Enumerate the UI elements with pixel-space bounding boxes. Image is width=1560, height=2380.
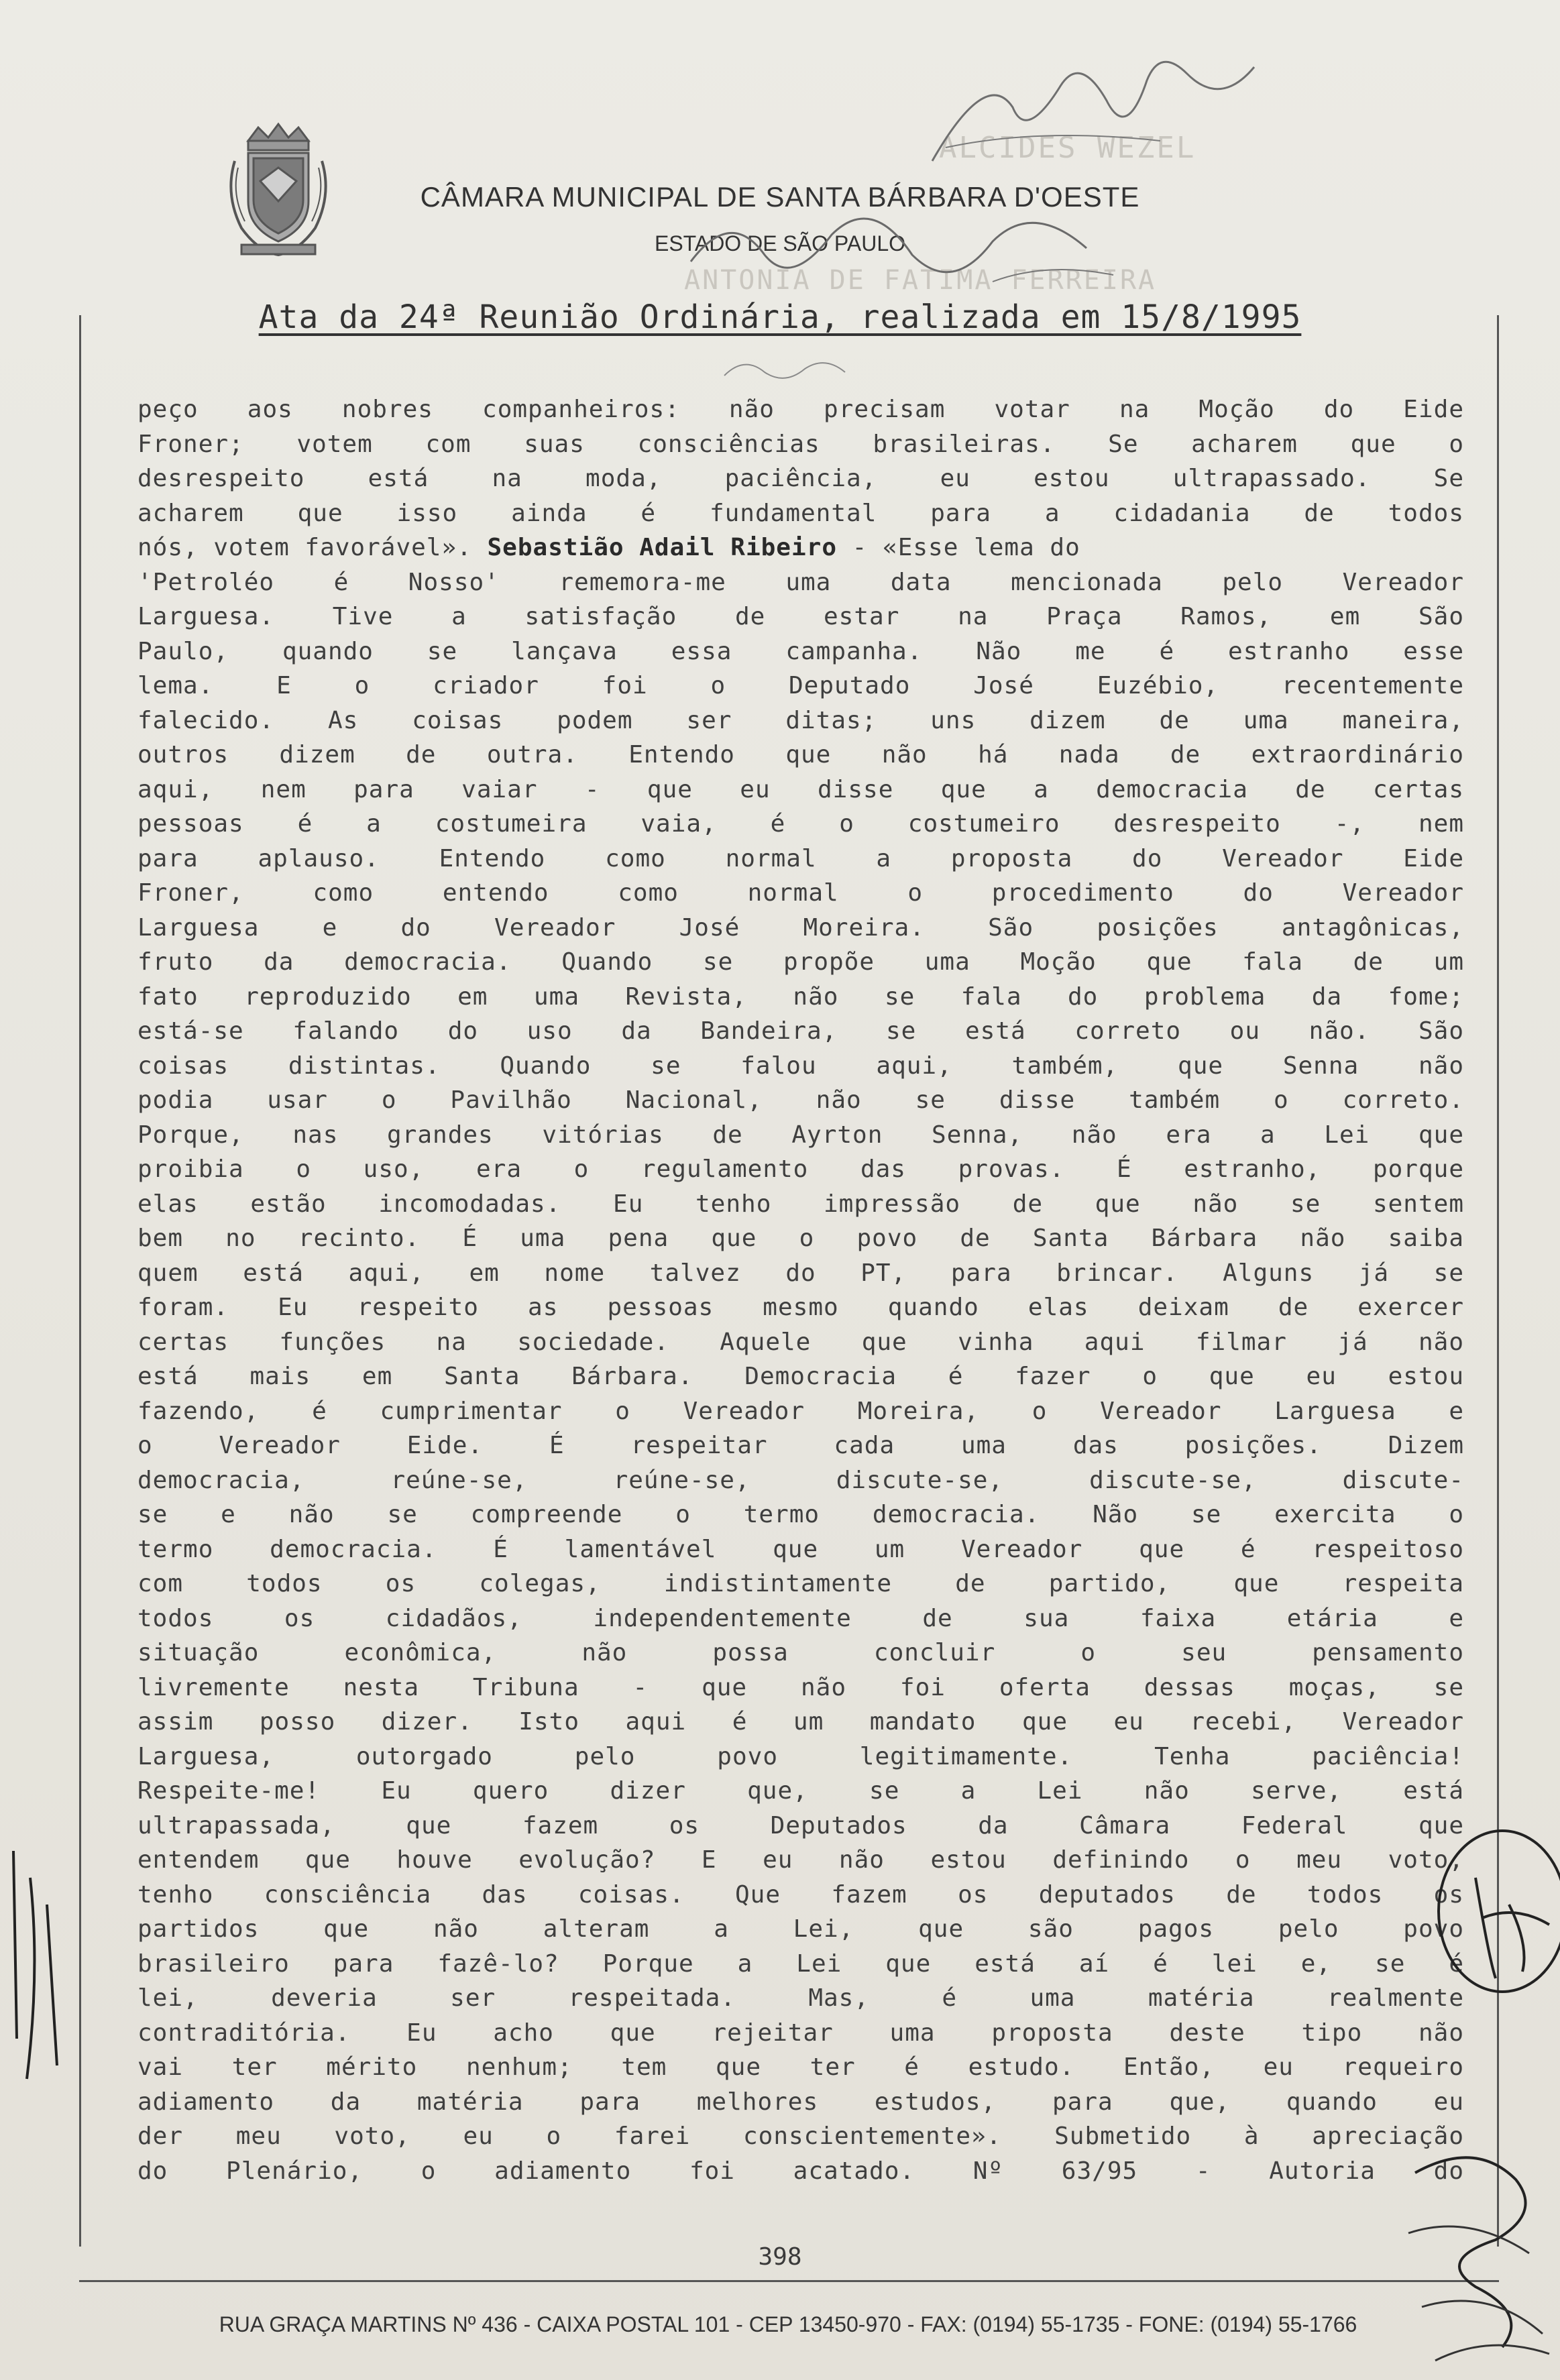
body-line: Froner; votem com suas consciências brasileiras. Se acharem que o (137, 430, 1464, 458)
body-line: falecido. As coisas podem ser ditas; uns dizem de uma maneira, (137, 706, 1464, 734)
body-line: Larguesa e do Vereador José Moreira. São posições antagônicas, (137, 913, 1464, 942)
body-line: certas funções na sociedade. Aquele que vinha aqui filmar já não (137, 1328, 1464, 1356)
body-line: democracia, reúne-se, reúne-se, discute-se, discute-se, discute- (137, 1466, 1464, 1494)
body-line: do Plenário, o adiamento foi acatado. Nº 63/95 - Autoria do (137, 2157, 1464, 2185)
body-line: 'Petroléo é Nosso' rememora-me uma data mencionada pelo Vereador (137, 568, 1464, 596)
body-line: partidos que não alteram a Lei, que são pagos pelo povo (137, 1915, 1464, 1943)
signature-initials-icon (718, 349, 852, 389)
body-line: fazendo, é cumprimentar o Vereador Moreira, o Vereador Larguesa e (137, 1397, 1464, 1425)
body-line: foram. Eu respeito as pessoas mesmo quando elas deixam de exercer (137, 1294, 1464, 1321)
body-line: brasileiro para fazê-lo? Porque a Lei que está aí é lei e, se é (137, 1949, 1464, 1978)
body-line: elas estão incomodadas. Eu tenho impressão de que não se sentem (137, 1190, 1464, 1218)
body-line: para aplauso. Entendo como normal a proposta do Vereador Eide (137, 844, 1464, 872)
body-line: adiamento da matéria para melhores estudos, para que, quando eu (137, 2088, 1464, 2116)
body-line: aqui, nem para vaiar - que eu disse que a democracia de certas (137, 775, 1464, 803)
body-line: vai ter mérito nenhum; tem que ter é estudo. Então, eu requeiro (137, 2053, 1464, 2081)
body-line: está-se falando do uso da Bandeira, se está correto ou não. São (137, 1017, 1464, 1045)
body-line: quem está aqui, em nome talvez do PT, para brincar. Alguns já se (137, 1259, 1464, 1287)
stamp-name-2: ANTONIA DE FATIMA FERREIRA (684, 265, 1157, 296)
body-line: desrespeito está na moda, paciência, eu estou ultrapassado. Se (137, 465, 1464, 492)
body-line: podia usar o Pavilhão Nacional, não se disse também o correto. (137, 1086, 1464, 1114)
body-line: Respeite-me! Eu quero dizer que, se a Lei não serve, está (137, 1777, 1464, 1805)
body-line: livremente nesta Tribuna - que não foi oferta dessas moças, se (137, 1673, 1464, 1701)
signature-left-margin-icon (0, 1837, 74, 2092)
body-line: der meu voto, eu o farei conscientemente». Submetido à apreciação (137, 2122, 1464, 2150)
body-line: outros dizem de outra. Entendo que não há nada de extraordinário (137, 741, 1464, 769)
body-line: lema. E o criador foi o Deputado José Euzébio, recentemente (137, 672, 1464, 699)
body-line: com todos os colegas, indistintamente de partido, que respeita (137, 1570, 1464, 1597)
body-line: contraditória. Eu acho que rejeitar uma proposta deste tipo não (137, 2019, 1464, 2047)
right-margin-rule (1497, 315, 1499, 2247)
state-name: ESTADO DE SÃO PAULO (654, 231, 905, 256)
page-number: 398 (758, 2243, 802, 2271)
body-line: fruto da democracia. Quando se propõe uma Moção que fala de um (137, 948, 1464, 976)
body-line: Larguesa, outorgado pelo povo legitimamente. Tenha paciência! (137, 1742, 1464, 1770)
body-line (137, 530, 1464, 565)
body-text (137, 392, 1464, 2188)
body-line-text: - «Esse lema do (837, 534, 1080, 561)
footer-address: RUA GRAÇA MARTINS Nº 436 - CAIXA POSTAL 101 - CEP 13450-970 - FAX: (0194) 55-1735 - FONE: (0194) 55-1766 (219, 2312, 1357, 2336)
body-line: fato reproduzido em uma Revista, não se fala do problema da fome; (137, 982, 1464, 1011)
minute-title: Ata da 24ª Reunião Ordinária, realizada em 15/8/1995 (258, 298, 1302, 336)
body-line: pessoas é a costumeira vaia, é o costumeiro desrespeito -, nem (137, 810, 1464, 838)
body-line: Paulo, quando se lançava essa campanha. Não me é estranho esse (137, 637, 1464, 665)
body-line: proibia o uso, era o regulamento das provas. É estranho, porque (137, 1155, 1464, 1183)
body-line: Porque, nas grandes vitórias de Ayrton Senna, não era a Lei que (137, 1121, 1464, 1149)
body-line: Larguesa. Tive a satisfação de estar na Praça Ramos, em São (137, 603, 1464, 630)
body-line: se e não se compreende o termo democracia. Não se exercita o (137, 1501, 1464, 1528)
body-line: está mais em Santa Bárbara. Democracia é fazer o que eu estou (137, 1363, 1464, 1390)
body-line: o Vereador Eide. É respeitar cada uma das posições. Dizem (137, 1432, 1464, 1459)
body-line: bem no recinto. É uma pena que o povo de Santa Bárbara não saiba (137, 1225, 1464, 1252)
body-line: lei, deveria ser respeitada. Mas, é uma matéria realmente (137, 1984, 1464, 2012)
speaker-name: Sebastião Adail Ribeiro (487, 534, 837, 561)
stamp-name-1: ALCIDES WEZEL (939, 131, 1196, 165)
bottom-rule (79, 2280, 1499, 2282)
body-line: ultrapassada, que fazem os Deputados da Câmara Federal que (137, 1811, 1464, 1839)
body-line: todos os cidadãos, independentemente de sua faixa etária e (137, 1604, 1464, 1632)
body-line: entendem que houve evolução? E eu não estou definindo o meu voto, (137, 1846, 1464, 1874)
body-line: Froner, como entendo como normal o procedimento do Vereador (137, 879, 1464, 907)
body-line: peço aos nobres companheiros: não precisam votar na Moção do Eide (137, 396, 1464, 423)
left-margin-rule (79, 315, 81, 2247)
body-line: situação econômica, não possa concluir o seu pensamento (137, 1639, 1464, 1666)
body-line: assim posso dizer. Isto aqui é um mandato que eu recebi, Vereador (137, 1708, 1464, 1736)
body-line: tenho consciência das coisas. Que fazem os deputados de todos os (137, 1880, 1464, 1909)
body-line: coisas distintas. Quando se falou aqui, também, que Senna não (137, 1052, 1464, 1080)
institution-name: CÂMARA MUNICIPAL DE SANTA BÁRBARA D'OESTE (420, 181, 1140, 213)
body-line: acharem que isso ainda é fundamental para a cidadania de todos (137, 499, 1464, 527)
body-line-text: nós, votem favorável». (137, 534, 488, 561)
body-line: termo democracia. É lamentável que um Vereador que é respeitoso (137, 1535, 1464, 1563)
